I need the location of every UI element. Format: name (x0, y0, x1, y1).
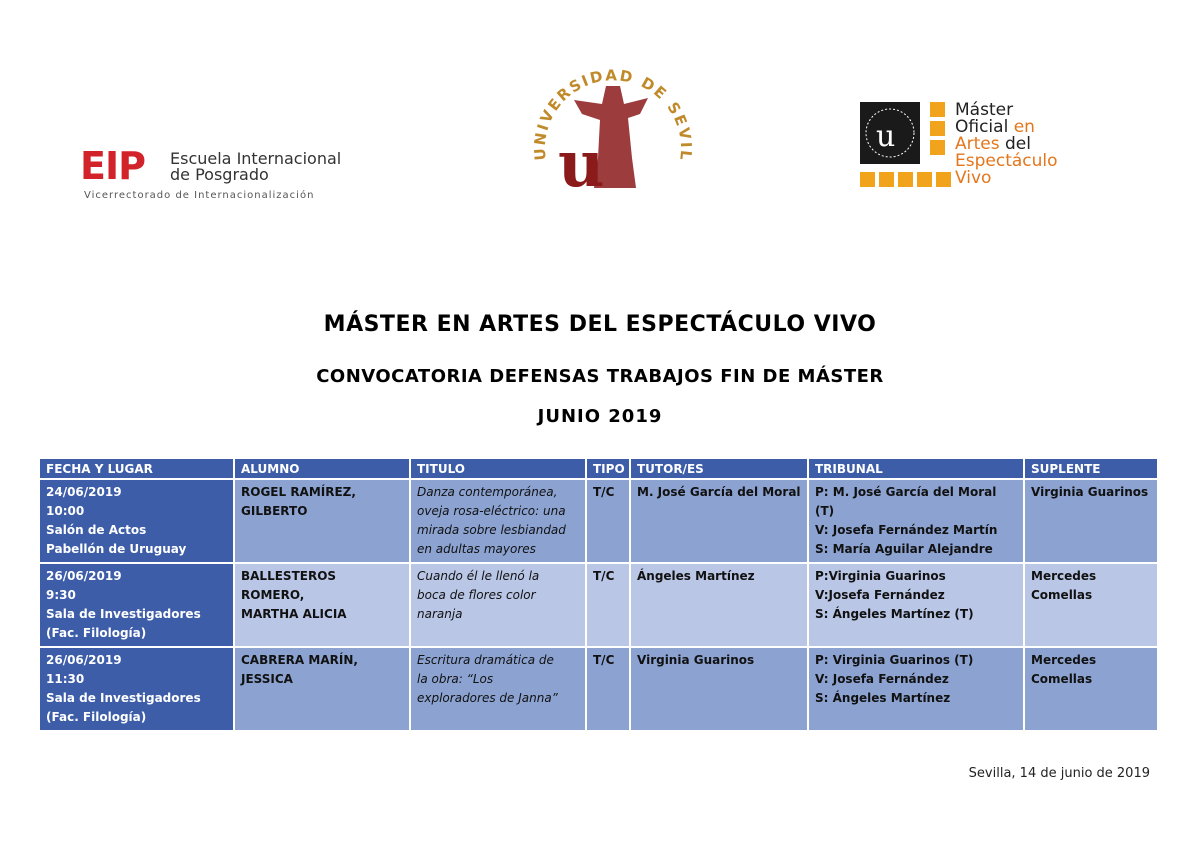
page-subtitle: CONVOCATORIA DEFENSAS TRABAJOS FIN DE MÁSTER (316, 366, 884, 387)
column-header-fecha: FECHA Y LUGAR (39, 458, 234, 479)
eip-name-line2: de Posgrado (170, 165, 269, 184)
column-header-suplente: SUPLENTE (1024, 458, 1158, 479)
table-row (39, 479, 1158, 563)
master-logo (858, 102, 1078, 194)
cell-alumno: CABRERA MARÍN, JESSICA (234, 647, 410, 731)
column-header-tipo: TIPO (586, 458, 630, 479)
eip-logo (80, 146, 350, 206)
cell-suplente: Virginia Guarinos (1024, 479, 1158, 563)
cell-titulo: Cuando él le llenó la boca de flores color naranja (410, 563, 586, 647)
cell-tipo: T/C (586, 563, 630, 647)
cell-alumno: BALLESTEROS ROMERO, MARTHA ALICIA (234, 563, 410, 647)
cell-tribunal: P: Virginia Guarinos (T) V: Josefa Fernández S: Ángeles Martínez (808, 647, 1024, 731)
footer-date: Sevilla, 14 de junio de 2019 (968, 766, 1150, 781)
eip-subtitle: Vicerrectorado de Internacionalización (84, 190, 315, 201)
cell-fecha: 26/06/2019 11:30 Sala de Investigadores (Fac. Filología) (39, 647, 234, 731)
cell-tipo: T/C (586, 647, 630, 731)
cell-titulo: Danza contemporánea, oveja rosa-eléctrico: una mirada sobre lesbiandad en adultas mayores (410, 479, 586, 563)
master-logo-box (860, 102, 920, 164)
column-header-tribunal: TRIBUNAL (808, 458, 1024, 479)
cell-fecha: 26/06/2019 9:30 Sala de Investigadores (Fac. Filología) (39, 563, 234, 647)
table-row (39, 563, 1158, 647)
cell-tribunal: P:Virginia Guarinos V:Josefa Fernández S: Ángeles Martínez (T) (808, 563, 1024, 647)
master-logo-text: Máster Oficial en Artes del Espectáculo Vivo (955, 100, 1058, 188)
us-letter: u (558, 127, 605, 202)
column-header-tutor: TUTOR/ES (630, 458, 808, 479)
universidad-sevilla-logo (528, 48, 698, 204)
page-date-heading: JUNIO 2019 (537, 406, 663, 427)
table-header-row (39, 458, 1158, 479)
eip-name-line1: Escuela Internacional (170, 149, 342, 168)
column-header-alumno: ALUMNO (234, 458, 410, 479)
cell-tipo: T/C (586, 479, 630, 563)
cell-suplente: Mercedes Comellas (1024, 647, 1158, 731)
master-box-letter: u (876, 119, 896, 154)
table-row (39, 647, 1158, 731)
us-ring-text: UNIVERSIDAD DE SEVIL (530, 66, 696, 163)
cell-tribunal: P: M. José García del Moral (T) V: Josefa Fernández Martín S: María Aguilar Alejandre (808, 479, 1024, 563)
cell-suplente: Mercedes Comellas (1024, 563, 1158, 647)
cell-titulo: Escritura dramática de la obra: “Los exploradores de Janna” (410, 647, 586, 731)
cell-tutor: Virginia Guarinos (630, 647, 808, 731)
cell-fecha: 24/06/2019 10:00 Salón de Actos Pabellón de Uruguay (39, 479, 234, 563)
column-header-titulo: TITULO (410, 458, 586, 479)
page-title: MÁSTER EN ARTES DEL ESPECTÁCULO VIVO (323, 312, 877, 337)
defensas-table (38, 457, 1159, 732)
cell-alumno: ROGEL RAMÍREZ, GILBERTO (234, 479, 410, 563)
cell-tutor: Ángeles Martínez (630, 563, 808, 647)
cell-tutor: M. José García del Moral (630, 479, 808, 563)
eip-mark: EIP (80, 144, 145, 188)
